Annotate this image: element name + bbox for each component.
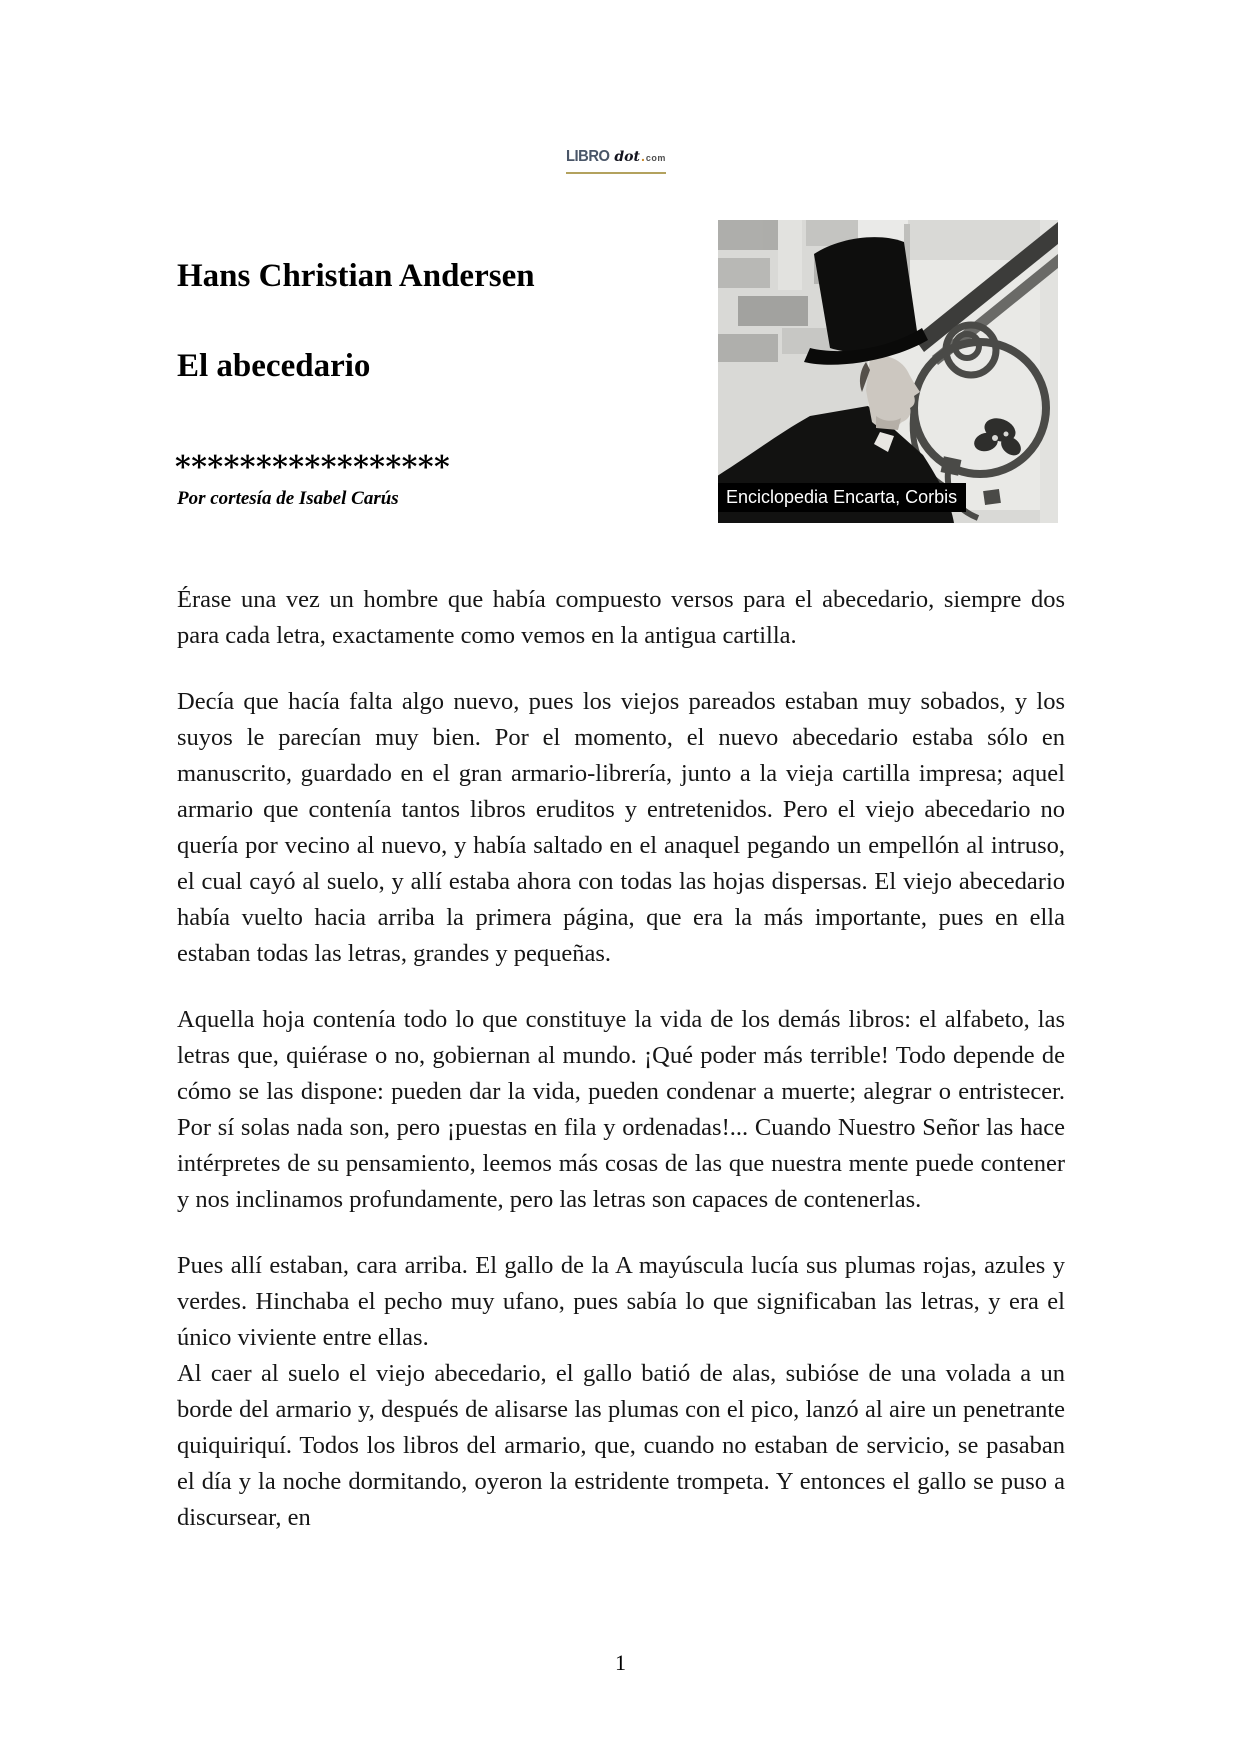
logo-tld-text: com xyxy=(645,153,666,163)
paragraph-2: Decía que hacía falta algo nuevo, pues los viejos pareados estaban muy sobados, y los suyos le parecían muy bien. Por el momento, el nuevo abecedario estaba sólo en manuscrito, guardado en el gran armario-librería, junto a la vieja cartilla impresa; aquel armario que contenía tantos libros eruditos y entretenidos. Pero el viejo abecedario no quería por vecino al nuevo, y había saltado en el anaquel pegando un empellón al intruso, el cual cayó al suelo, y allí estaba ahora con todas las hojas dispersas. El viejo abecedario había vuelto hacia arriba la primera página, que era la más importante, pues en ella estaban todas las letras, grandes y pequeñas. xyxy=(177,688,1065,967)
librodot-wordmark xyxy=(566,148,666,166)
paragraph-4: Pues allí estaban, cara arriba. El gallo de la A mayúscula lucía sus plumas rojas, azules y verdes. Hinchaba el pecho muy ufano, pues sabía lo que significaban las letras, y era el único viviente entre ellas. xyxy=(177,1252,1065,1351)
courtesy-credit: Por cortesía de Isabel Carús xyxy=(177,488,399,509)
story-title: El abecedario xyxy=(177,348,371,384)
top-hat-shape xyxy=(814,237,918,352)
andersen-photo-art xyxy=(718,220,1058,523)
paragraph-5: Al caer al suelo el viejo abecedario, el gallo batió de alas, subióse de una volada a un borde del armario y, después de alisarse las plumas con el pico, lanzó al aire un penetrante quiquiriquí. Todos los libros del armario, que, cuando no estaban de servicio, se pasaban el día y la noche dormitando, oyeron la estridente trompeta. Y entonces el gallo se puso a discursear, en xyxy=(177,1360,1065,1531)
logo-dot-script-text: dot xyxy=(614,149,640,165)
story-body xyxy=(177,582,1065,1536)
asterisk-divider: ***************** xyxy=(175,450,451,485)
logo-underline-rule xyxy=(566,172,666,174)
paragraph-1: Érase una vez un hombre que había compuesto versos para el abecedario, siempre dos para cada letra, exactamente como vemos en la antigua cartilla. xyxy=(177,586,1065,649)
librodot-logo xyxy=(566,148,666,174)
author-heading: Hans Christian Andersen xyxy=(177,258,535,294)
logo-dot-separator: . xyxy=(640,148,645,164)
page-number: 1 xyxy=(615,1650,626,1675)
photo-caption: Enciclopedia Encarta, Corbis xyxy=(718,483,966,512)
andersen-photo xyxy=(718,220,1058,523)
logo-libro-text: LIBRO xyxy=(566,148,610,165)
paragraph-3: Aquella hoja contenía todo lo que constituye la vida de los demás libros: el alfabeto, las letras que, quiérase o no, gobiernan al mundo. ¡Qué poder más terrible! Todo depende de cómo se las dispone: pueden dar la vida, pueden condenar a muerte; alegrar o entristecer. Por sí solas nada son, pero ¡puestas en fila y ordenadas!... Cuando Nuestro Señor las hace intérpretes de su pensamiento, leemos más cosas de las que nuestra mente puede contener y nos inclinamos profundamente, pero las letras son capaces de contenerlas. xyxy=(177,1006,1065,1213)
